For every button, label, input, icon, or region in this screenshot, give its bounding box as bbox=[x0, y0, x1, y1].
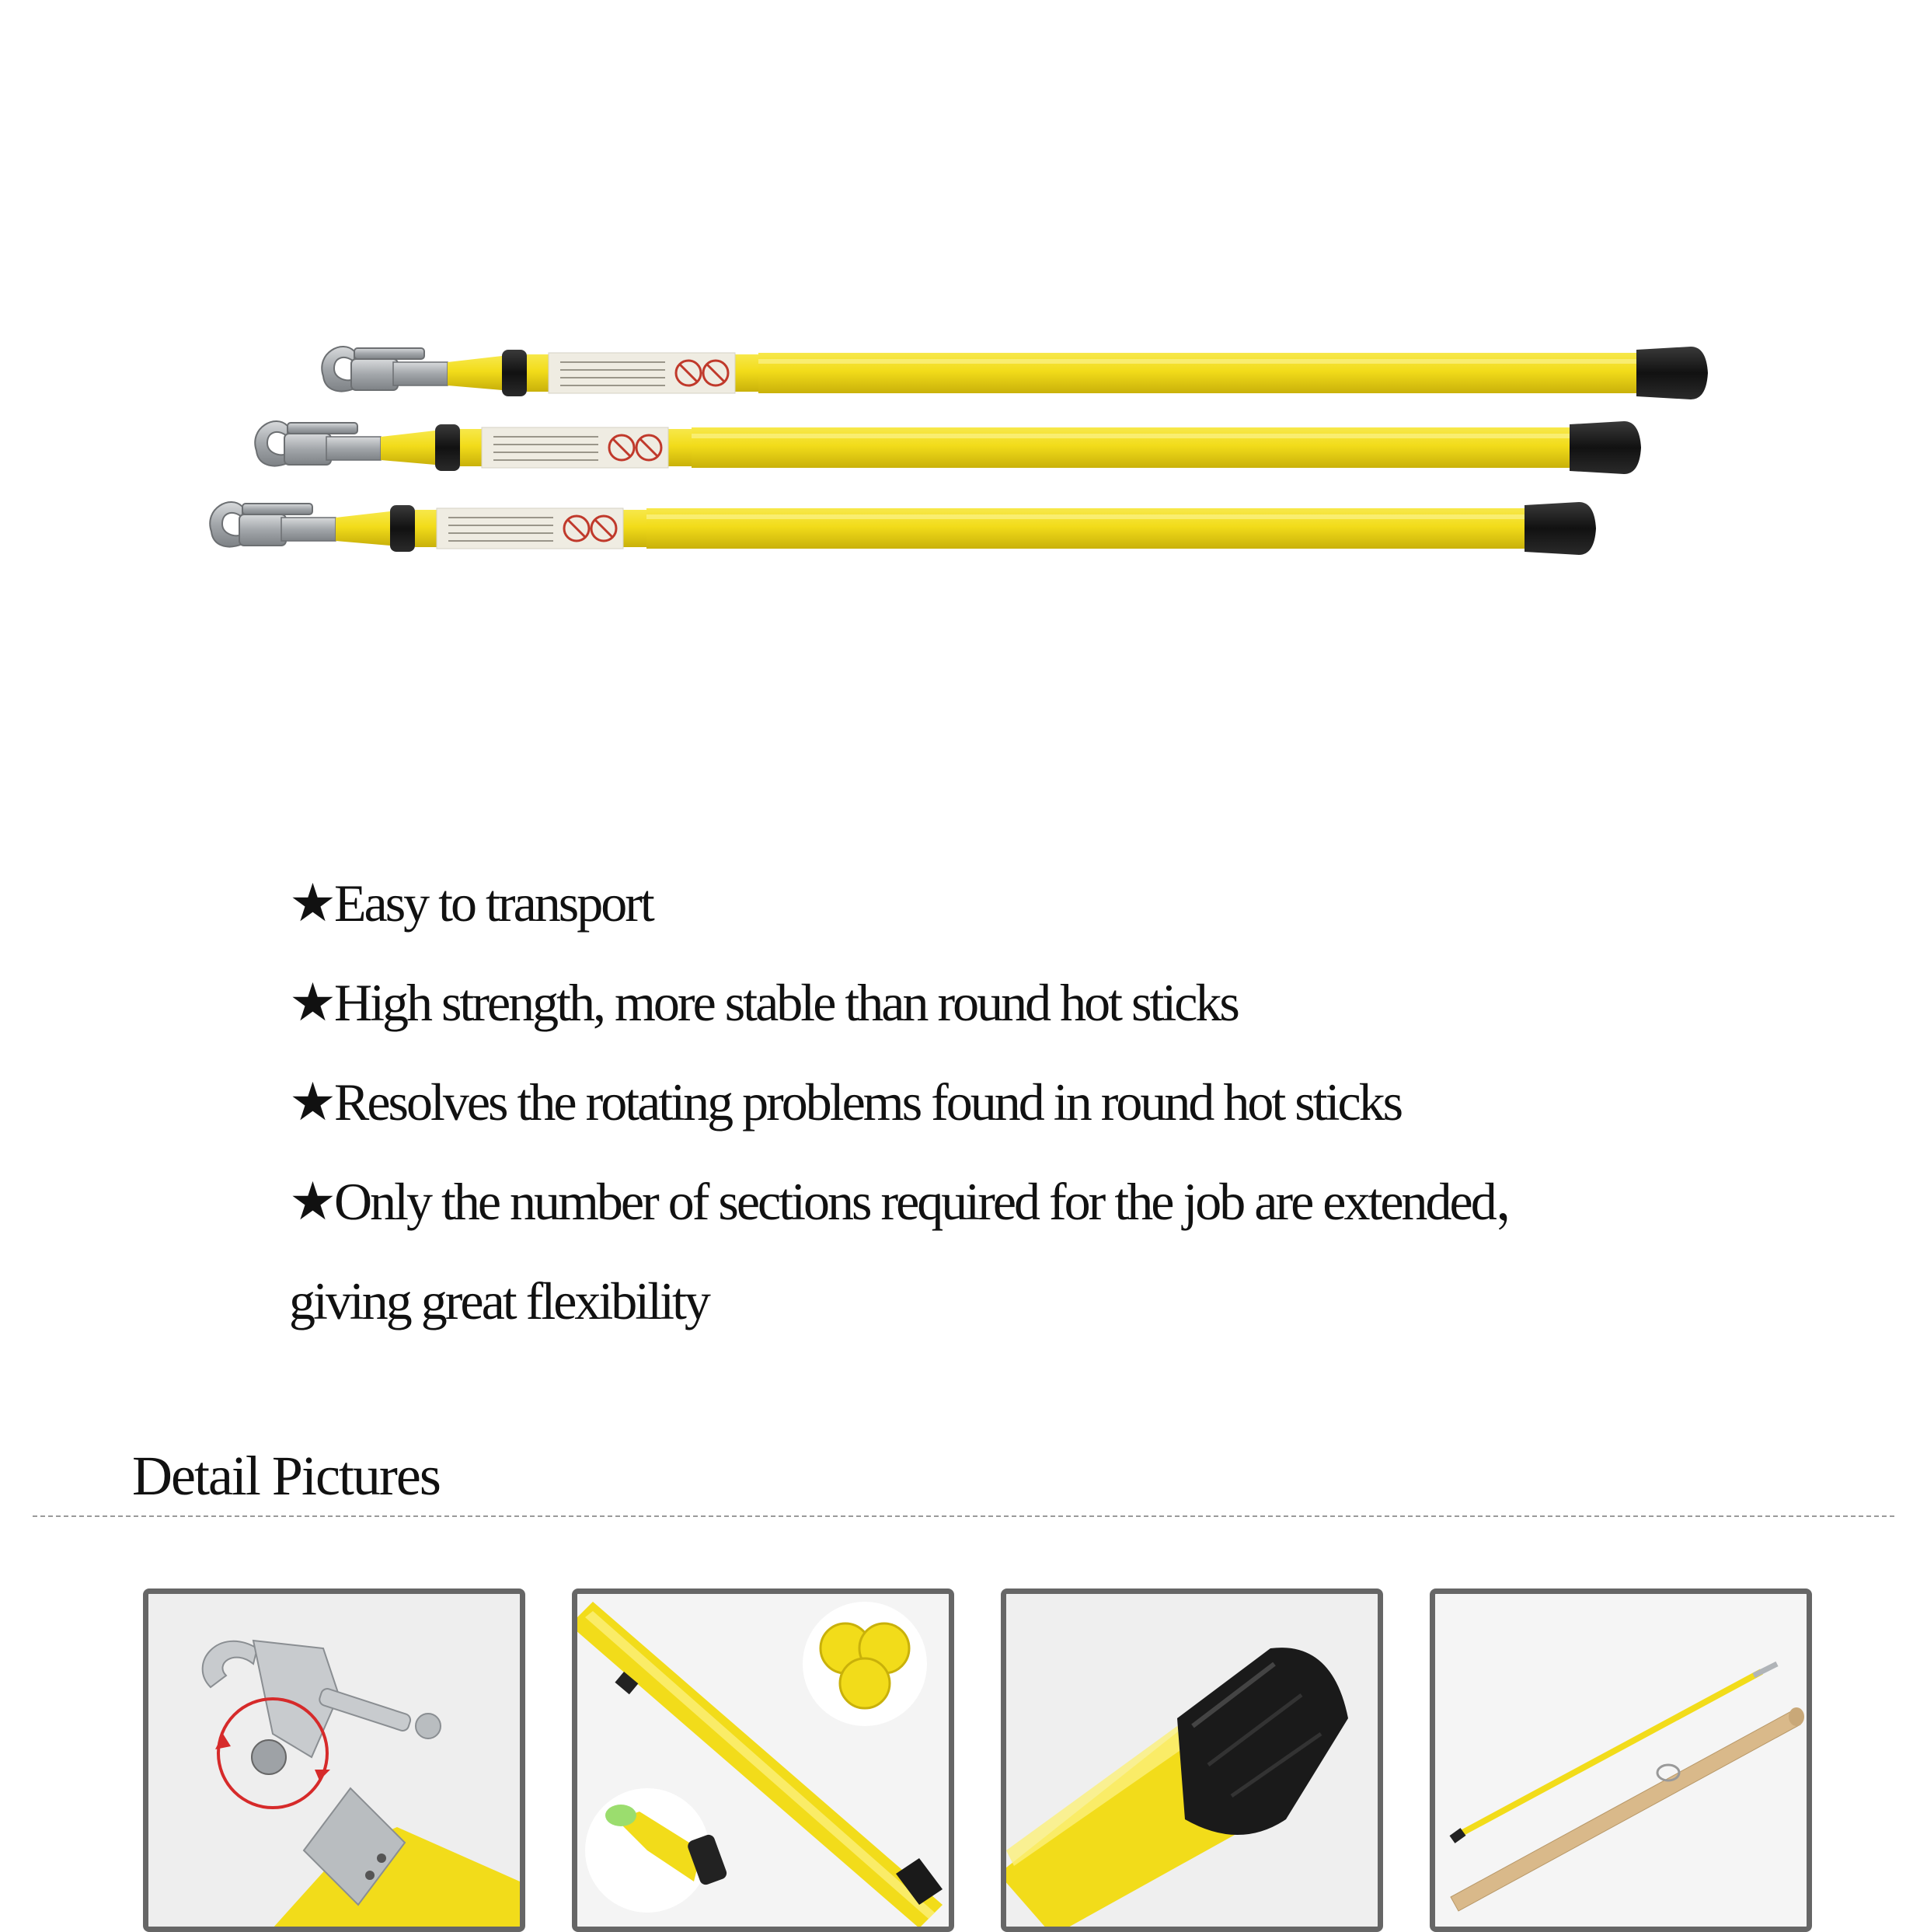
detail-thumb-hook-head[interactable] bbox=[143, 1588, 525, 1932]
detail-thumb-full-stick[interactable] bbox=[1430, 1588, 1812, 1932]
section-title-detail-pictures: Detail Pictures bbox=[132, 1445, 440, 1507]
star-bullet-icon: ★ bbox=[289, 1172, 334, 1231]
feature-item: ★High strength, more stable than round hot sticks bbox=[289, 973, 1238, 1032]
detail-thumb-end-cap[interactable] bbox=[1001, 1588, 1383, 1932]
hot-stick-3 bbox=[210, 502, 1596, 555]
feature-item: ★Easy to transport bbox=[289, 874, 653, 933]
hero-product-image bbox=[0, 0, 1927, 777]
feature-item: ★Only the number of sections required for the job are extended， bbox=[289, 1172, 1545, 1231]
dashed-divider bbox=[33, 1515, 1894, 1517]
hot-stick-2 bbox=[255, 421, 1641, 474]
hot-stick-1 bbox=[322, 347, 1708, 399]
feature-list bbox=[289, 853, 1765, 1351]
star-bullet-icon: ★ bbox=[289, 874, 334, 933]
star-bullet-icon: ★ bbox=[289, 973, 334, 1032]
feature-item: ★Resolves the rotating problems found in round hot sticks bbox=[289, 1072, 1402, 1132]
feature-item-continuation: giving great flexibility bbox=[289, 1271, 709, 1330]
star-bullet-icon: ★ bbox=[289, 1072, 334, 1132]
detail-thumb-pole-sections[interactable] bbox=[572, 1588, 954, 1932]
detail-gallery bbox=[143, 1588, 1821, 1927]
